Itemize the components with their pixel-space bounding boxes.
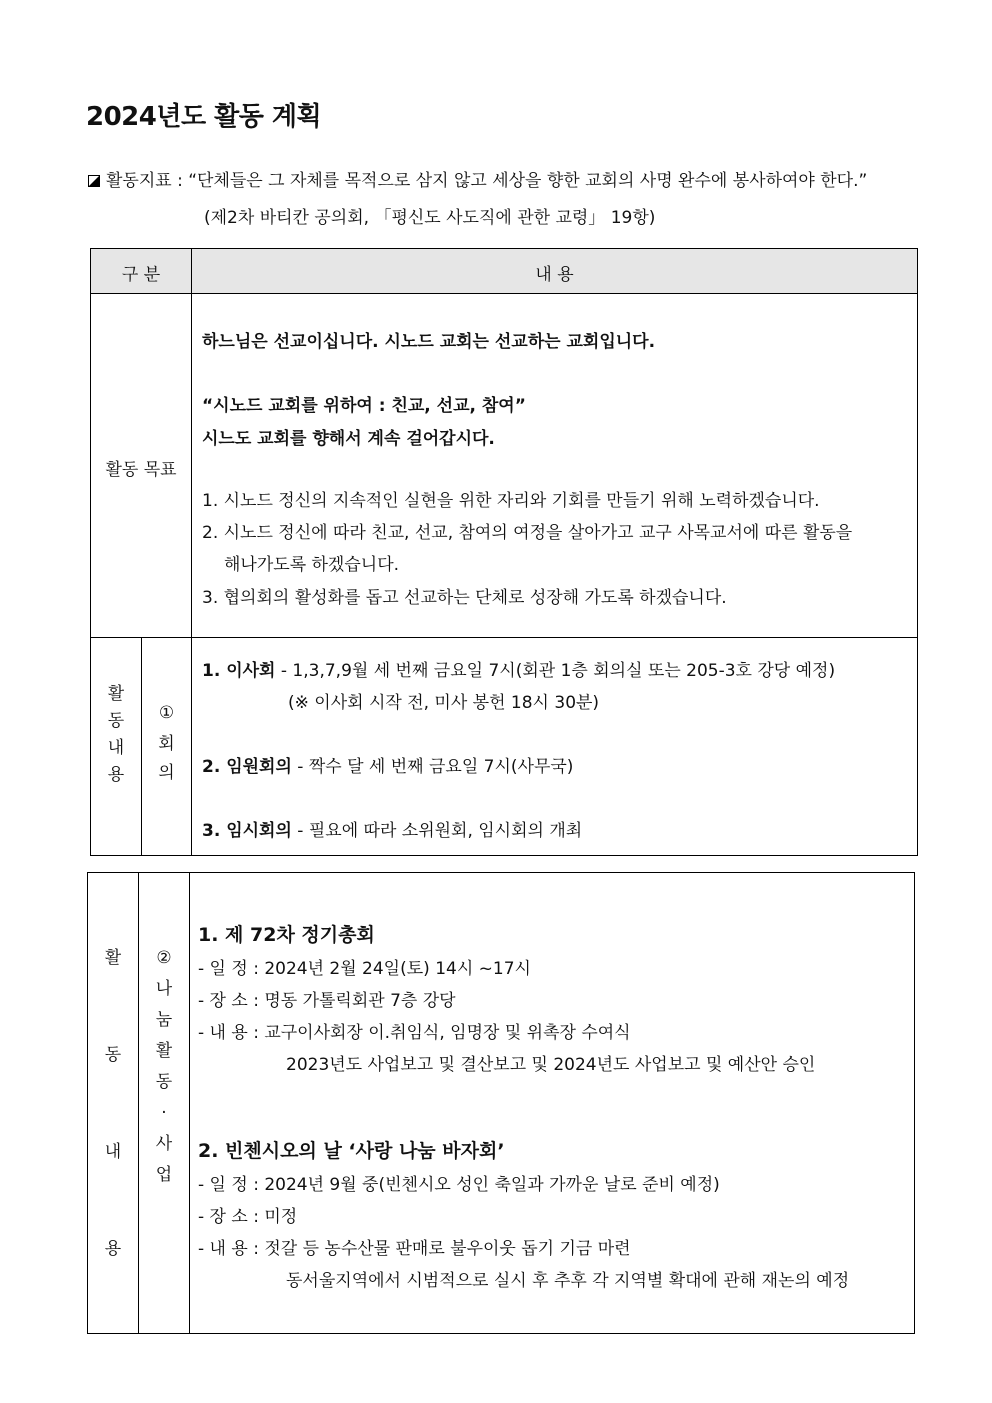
event-2-content-cont: 동서울지역에서 시범적으로 실시 후 추후 각 지역별 확대에 관해 재논의 예정 [286,1271,850,1291]
meeting-ad-hoc [202,816,582,841]
header-category: 구 분 [121,265,161,285]
meeting-ad-hoc-title: 3. 임시회의 [202,821,292,841]
sub-label-meetings [142,705,191,782]
event-1-content-cont: 2023년도 사업보고 및 결산보고 및 2024년도 사업보고 및 예산안 승인 [286,1055,816,1075]
meeting-ad-hoc-text: - 필요에 따라 소위원회, 임시회의 개최 [291,821,583,841]
section-char: 용 [107,765,125,785]
sub-char: ① [158,703,175,723]
section-label-activity-content [91,686,141,784]
goal-item-3: 3. 협의회의 활성화를 돕고 선교하는 단체로 성장해 가도록 하겠습니다. [202,588,727,608]
divider [90,637,918,638]
meeting-board-note: (※ 이사회 시작 전, 미사 봉헌 18시 30분) [288,693,600,713]
sub-char: 의 [158,763,175,783]
section-char: 내 [107,738,125,758]
event-1-place: - 장 소 : 명동 가톨릭회관 7층 강당 [198,991,456,1011]
event-1-date: - 일 정 : 2024년 2월 24일(토) 14시 ~17시 [198,959,531,979]
goal-label: 활동지표 : [106,171,189,191]
section-char: 활 [107,684,125,704]
meeting-board-text: - 1,3,7,9월 세 번째 금요일 7시(회관 1층 회의실 또는 205-3호 강당 예정) [275,661,836,681]
sub-char: 나 [155,979,173,999]
sub-char: 업 [155,1165,173,1185]
section-char: 용 [104,1239,122,1259]
goal-item-2-cont: 해나가도록 하겠습니다. [224,555,400,575]
sub-char: 동 [155,1072,173,1092]
activity-goal-statement [88,166,867,191]
goal-item-2: 2. 시노드 정신에 따라 친교, 선교, 참여의 여정을 살아가고 교구 사목교서에 따른 활동을 [202,523,853,543]
goal-item-1: 1. 시노드 정신의 지속적인 실현을 위한 자리와 기회를 만들기 위해 노력하겠습니다. [202,491,820,511]
event-2-place: - 장 소 : 미정 [198,1207,298,1227]
sub-char: 활 [155,1041,173,1061]
sub-char: ② [156,948,172,968]
divider [90,293,918,294]
event-2-content: - 내 용 : 젓갈 등 농수산물 판매로 불우이웃 돕기 기금 마련 [198,1239,631,1259]
page-title: 2024년도 활동 계획 [86,102,322,132]
event-2-date: - 일 정 : 2024년 9월 중(빈첸시오 성인 축일과 가까운 날로 준비 예정) [198,1175,720,1195]
sub-char: 사 [155,1134,173,1154]
event-1-content: - 내 용 : 교구이사회장 이.취임식, 임명장 및 위촉장 수여식 [198,1023,631,1043]
section-char: 동 [104,1045,122,1065]
goal-line-1: 하느님은 선교이십니다. 시노드 교회는 선교하는 교회입니다. [202,332,656,352]
sub-char: · [161,1103,167,1123]
divider [191,248,192,856]
row-label-activity-goal: 활동 목표 [105,460,177,480]
header-content: 내 용 [535,265,574,285]
meeting-officers-text: - 짝수 달 세 번째 금요일 7시(사무국) [291,757,574,777]
goal-source: (제2차 바티칸 공의회, 「평신도 사도직에 관한 교령」 19항) [204,208,656,228]
sub-label-sharing-activities [139,950,189,1184]
event-1-title: 1. 제 72차 정기총회 [198,924,375,946]
meeting-board-title: 1. 이사회 [202,661,276,681]
goal-line-3: 시느도 교회를 향해서 계속 걸어갑시다. [202,429,495,449]
event-2-title: 2. 빈첸시오의 날 ‘사랑 나눔 바자회’ [198,1140,505,1162]
sub-char: 회 [158,734,175,754]
section-label-activity-content-2 [88,950,138,1258]
divider [189,872,190,1334]
goal-quote: “단체들은 그 자체를 목적으로 삼지 않고 세상을 향한 교회의 사명 완수에 봉사하여야 한다.” [188,171,868,191]
half-filled-square-icon [88,175,100,187]
goal-line-2: “시노드 교회를 위하여 : 친교, 선교, 참여” [202,396,526,416]
meeting-officers-title: 2. 임원회의 [202,757,292,777]
section-char: 활 [104,948,122,968]
sub-char: 눔 [155,1010,173,1030]
meeting-officers [202,752,573,777]
meeting-board [202,656,835,681]
section-char: 내 [104,1142,122,1162]
section-char: 동 [107,711,125,731]
